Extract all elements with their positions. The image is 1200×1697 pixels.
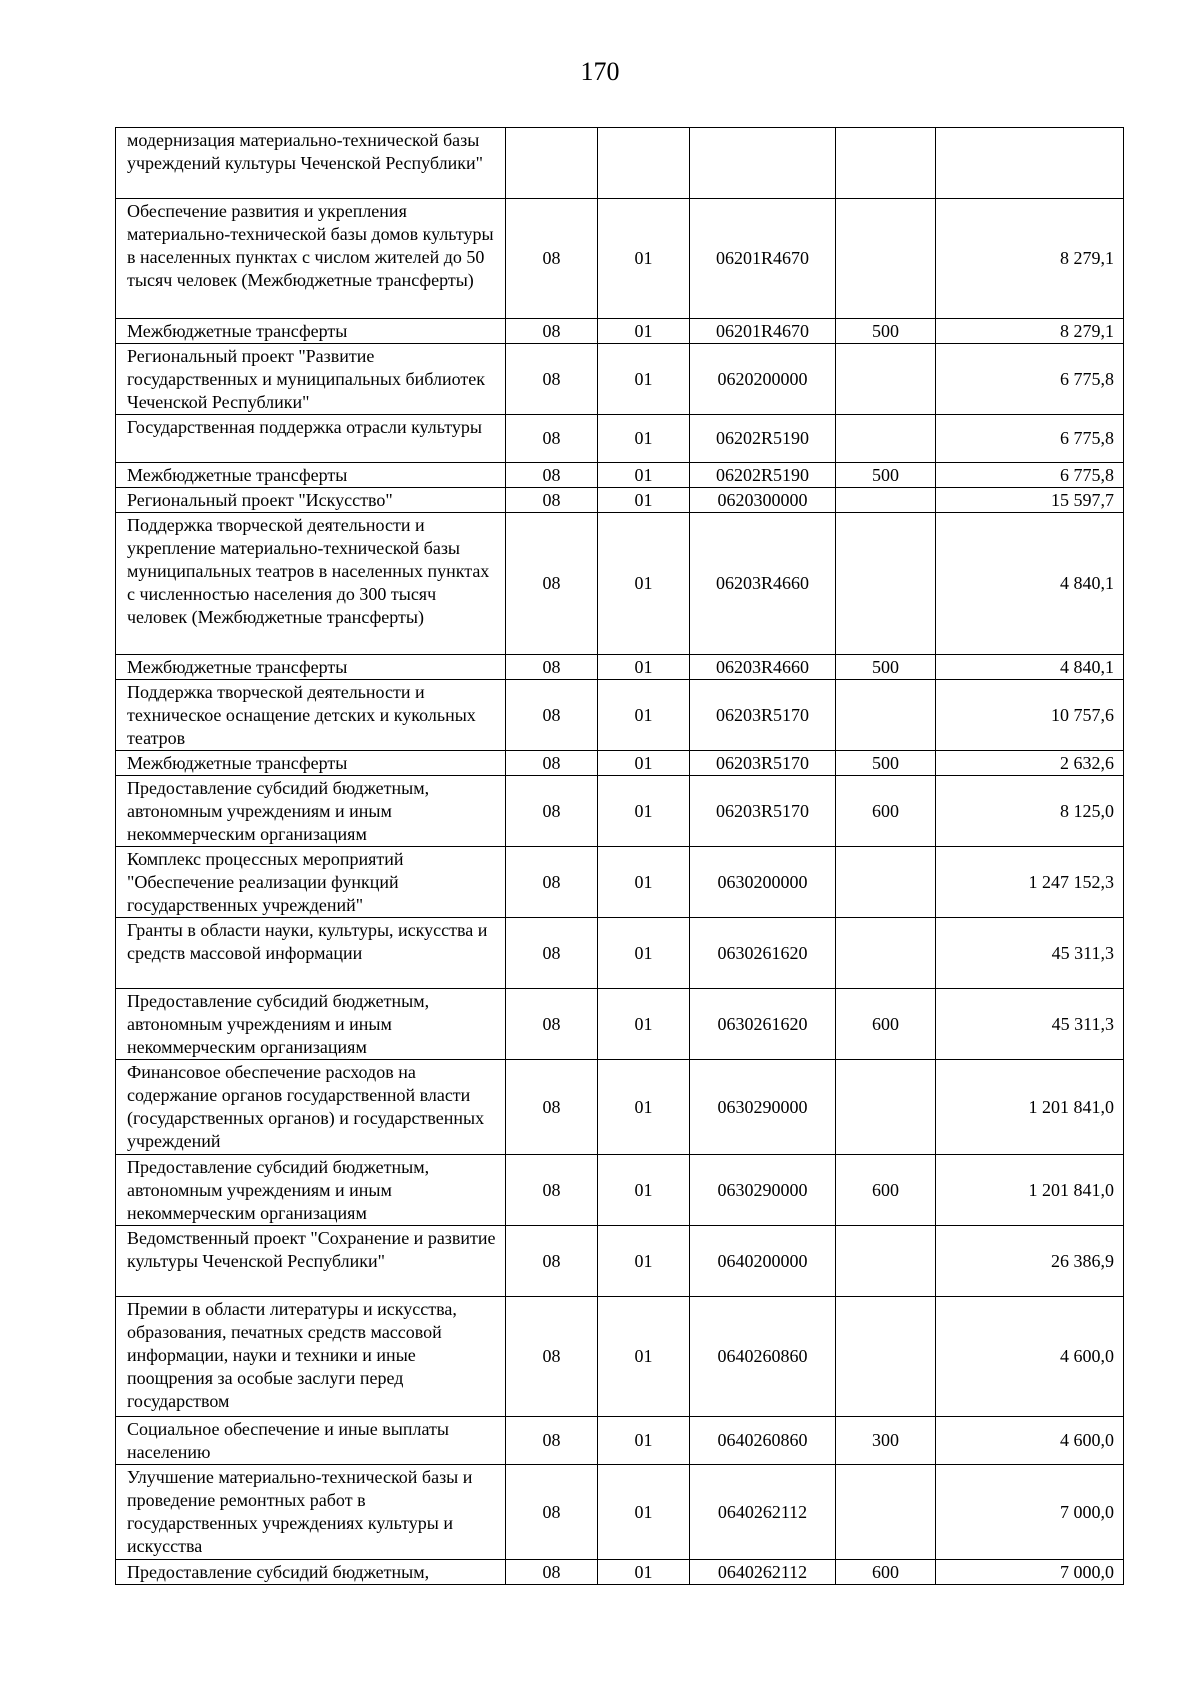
row-expense-type: 500 (836, 655, 936, 680)
row-target-code: 0640200000 (690, 1226, 836, 1297)
row-expense-type (836, 680, 936, 751)
row-target-code: 0630200000 (690, 847, 836, 918)
table-row (116, 1060, 1124, 1155)
row-target-code: 0630261620 (690, 989, 836, 1060)
row-amount (936, 128, 1124, 199)
row-subsection: 01 (598, 680, 690, 751)
row-amount: 7 000,0 (936, 1560, 1124, 1585)
row-amount: 1 247 152,3 (936, 847, 1124, 918)
row-target-code: 06203R4660 (690, 655, 836, 680)
row-amount: 45 311,3 (936, 918, 1124, 989)
row-amount: 8 279,1 (936, 319, 1124, 344)
row-target-code: 06203R4660 (690, 513, 836, 655)
row-expense-type: 600 (836, 989, 936, 1060)
row-name: Гранты в области науки, культуры, искусства и средств массовой информации (116, 918, 506, 989)
row-subsection: 01 (598, 1297, 690, 1417)
row-amount: 1 201 841,0 (936, 1155, 1124, 1226)
row-amount: 8 279,1 (936, 199, 1124, 319)
row-subsection: 01 (598, 776, 690, 847)
row-name: Финансовое обеспечение расходов на содержание органов государственной власти (государственных органов) и государственных учреждений (116, 1060, 506, 1155)
row-subsection: 01 (598, 513, 690, 655)
row-expense-type (836, 1297, 936, 1417)
row-section: 08 (506, 680, 598, 751)
row-expense-type: 600 (836, 1560, 936, 1585)
row-section (506, 128, 598, 199)
row-subsection: 01 (598, 1226, 690, 1297)
row-subsection: 01 (598, 199, 690, 319)
row-expense-type: 500 (836, 751, 936, 776)
table-row (116, 1155, 1124, 1226)
row-expense-type (836, 1060, 936, 1155)
row-name: Премии в области литературы и искусства, образования, печатных средств массовой информации, науки и техники и иные поощрения за особые заслуги перед государством (116, 1297, 506, 1417)
row-expense-type: 300 (836, 1417, 936, 1465)
table-row (116, 1417, 1124, 1465)
row-subsection: 01 (598, 1560, 690, 1585)
row-subsection: 01 (598, 989, 690, 1060)
table-row (116, 199, 1124, 319)
row-subsection: 01 (598, 1417, 690, 1465)
row-expense-type (836, 513, 936, 655)
table-row (116, 989, 1124, 1060)
row-amount: 4 840,1 (936, 513, 1124, 655)
row-name: Улучшение материально-технической базы и проведение ремонтных работ в государственных учреждениях культуры и искусства (116, 1465, 506, 1560)
row-section: 08 (506, 1060, 598, 1155)
row-target-code: 0620200000 (690, 344, 836, 415)
row-amount: 45 311,3 (936, 989, 1124, 1060)
table-row (116, 655, 1124, 680)
row-target-code: 0630290000 (690, 1155, 836, 1226)
row-amount: 15 597,7 (936, 488, 1124, 513)
row-amount: 4 600,0 (936, 1297, 1124, 1417)
row-target-code: 06202R5190 (690, 463, 836, 488)
table-row (116, 1465, 1124, 1560)
row-expense-type (836, 415, 936, 463)
row-subsection: 01 (598, 918, 690, 989)
row-expense-type (836, 199, 936, 319)
row-name: Межбюджетные трансферты (116, 751, 506, 776)
row-amount: 10 757,6 (936, 680, 1124, 751)
row-name: Предоставление субсидий бюджетным, (116, 1560, 506, 1585)
row-expense-type (836, 1226, 936, 1297)
table-row (116, 776, 1124, 847)
row-expense-type: 500 (836, 463, 936, 488)
row-expense-type (836, 847, 936, 918)
row-target-code: 06203R5170 (690, 751, 836, 776)
table-row (116, 1226, 1124, 1297)
row-expense-type (836, 128, 936, 199)
row-name: Поддержка творческой деятельности и техническое оснащение детских и кукольных театров (116, 680, 506, 751)
row-target-code: 06203R5170 (690, 776, 836, 847)
row-expense-type: 600 (836, 1155, 936, 1226)
table-row (116, 918, 1124, 989)
row-name: Поддержка творческой деятельности и укрепление материально-технической базы муниципальных театров в населенных пунктах с численностью населения до 300 тысяч человек (Межбюджетные трансферты) (116, 513, 506, 655)
row-expense-type (836, 344, 936, 415)
row-subsection (598, 128, 690, 199)
row-target-code: 06201R4670 (690, 199, 836, 319)
row-expense-type (836, 1465, 936, 1560)
row-expense-type (836, 488, 936, 513)
row-section: 08 (506, 1417, 598, 1465)
row-target-code: 0640260860 (690, 1297, 836, 1417)
row-target-code: 0630261620 (690, 918, 836, 989)
row-subsection: 01 (598, 344, 690, 415)
page-number: 170 (580, 57, 620, 86)
row-subsection: 01 (598, 847, 690, 918)
row-subsection: 01 (598, 488, 690, 513)
row-amount: 6 775,8 (936, 344, 1124, 415)
row-subsection: 01 (598, 751, 690, 776)
row-target-code: 06202R5190 (690, 415, 836, 463)
row-name: Комплекс процессных мероприятий "Обеспечение реализации функций государственных учреждений" (116, 847, 506, 918)
table-row (116, 513, 1124, 655)
row-section: 08 (506, 199, 598, 319)
table-row (116, 319, 1124, 344)
row-subsection: 01 (598, 463, 690, 488)
row-expense-type: 600 (836, 776, 936, 847)
row-name: Межбюджетные трансферты (116, 655, 506, 680)
row-target-code: 06203R5170 (690, 680, 836, 751)
row-name: модернизация материально-технической базы учреждений культуры Чеченской Республики" (116, 128, 506, 199)
row-target-code (690, 128, 836, 199)
row-section: 08 (506, 1297, 598, 1417)
row-name: Региональный проект "Искусство" (116, 488, 506, 513)
row-amount: 2 632,6 (936, 751, 1124, 776)
row-amount: 1 201 841,0 (936, 1060, 1124, 1155)
row-amount: 8 125,0 (936, 776, 1124, 847)
table-row (116, 344, 1124, 415)
row-section: 08 (506, 463, 598, 488)
row-amount: 6 775,8 (936, 415, 1124, 463)
row-section: 08 (506, 1155, 598, 1226)
row-section: 08 (506, 513, 598, 655)
row-section: 08 (506, 319, 598, 344)
row-expense-type (836, 918, 936, 989)
row-section: 08 (506, 751, 598, 776)
row-target-code: 06201R4670 (690, 319, 836, 344)
row-name: Ведомственный проект "Сохранение и развитие культуры Чеченской Республики" (116, 1226, 506, 1297)
row-subsection: 01 (598, 1060, 690, 1155)
row-name: Социальное обеспечение и иные выплаты населению (116, 1417, 506, 1465)
row-subsection: 01 (598, 415, 690, 463)
row-section: 08 (506, 776, 598, 847)
row-target-code: 0620300000 (690, 488, 836, 513)
row-section: 08 (506, 655, 598, 680)
table-row (116, 415, 1124, 463)
row-subsection: 01 (598, 1465, 690, 1560)
row-subsection: 01 (598, 319, 690, 344)
row-amount: 6 775,8 (936, 463, 1124, 488)
row-section: 08 (506, 918, 598, 989)
row-section: 08 (506, 344, 598, 415)
row-name: Предоставление субсидий бюджетным, автономным учреждениям и иным некоммерческим организациям (116, 989, 506, 1060)
table-row (116, 1297, 1124, 1417)
row-section: 08 (506, 1560, 598, 1585)
row-target-code: 0630290000 (690, 1060, 836, 1155)
row-section: 08 (506, 488, 598, 513)
row-name: Предоставление субсидий бюджетным, автономным учреждениям и иным некоммерческим организациям (116, 1155, 506, 1226)
table-row (116, 847, 1124, 918)
table-row (116, 488, 1124, 513)
row-name: Региональный проект "Развитие государственных и муниципальных библиотек Чеченской Республики" (116, 344, 506, 415)
row-name: Обеспечение развития и укрепления материально-технической базы домов культуры в населенных пунктах с числом жителей до 50 тысяч человек (Межбюджетные трансферты) (116, 199, 506, 319)
row-section: 08 (506, 1465, 598, 1560)
table-row (116, 1560, 1124, 1585)
row-name: Государственная поддержка отрасли культуры (116, 415, 506, 463)
table-row (116, 128, 1124, 199)
row-section: 08 (506, 1226, 598, 1297)
row-amount: 4 840,1 (936, 655, 1124, 680)
table-row (116, 751, 1124, 776)
row-name: Межбюджетные трансферты (116, 463, 506, 488)
row-name: Предоставление субсидий бюджетным, автономным учреждениям и иным некоммерческим организациям (116, 776, 506, 847)
row-amount: 26 386,9 (936, 1226, 1124, 1297)
row-amount: 7 000,0 (936, 1465, 1124, 1560)
budget-table (115, 127, 1124, 1585)
table-row (116, 680, 1124, 751)
row-expense-type: 500 (836, 319, 936, 344)
row-subsection: 01 (598, 1155, 690, 1226)
row-name: Межбюджетные трансферты (116, 319, 506, 344)
row-section: 08 (506, 989, 598, 1060)
row-amount: 4 600,0 (936, 1417, 1124, 1465)
table-row (116, 463, 1124, 488)
row-section: 08 (506, 415, 598, 463)
row-target-code: 0640262112 (690, 1560, 836, 1585)
row-subsection: 01 (598, 655, 690, 680)
row-target-code: 0640262112 (690, 1465, 836, 1560)
row-target-code: 0640260860 (690, 1417, 836, 1465)
row-section: 08 (506, 847, 598, 918)
